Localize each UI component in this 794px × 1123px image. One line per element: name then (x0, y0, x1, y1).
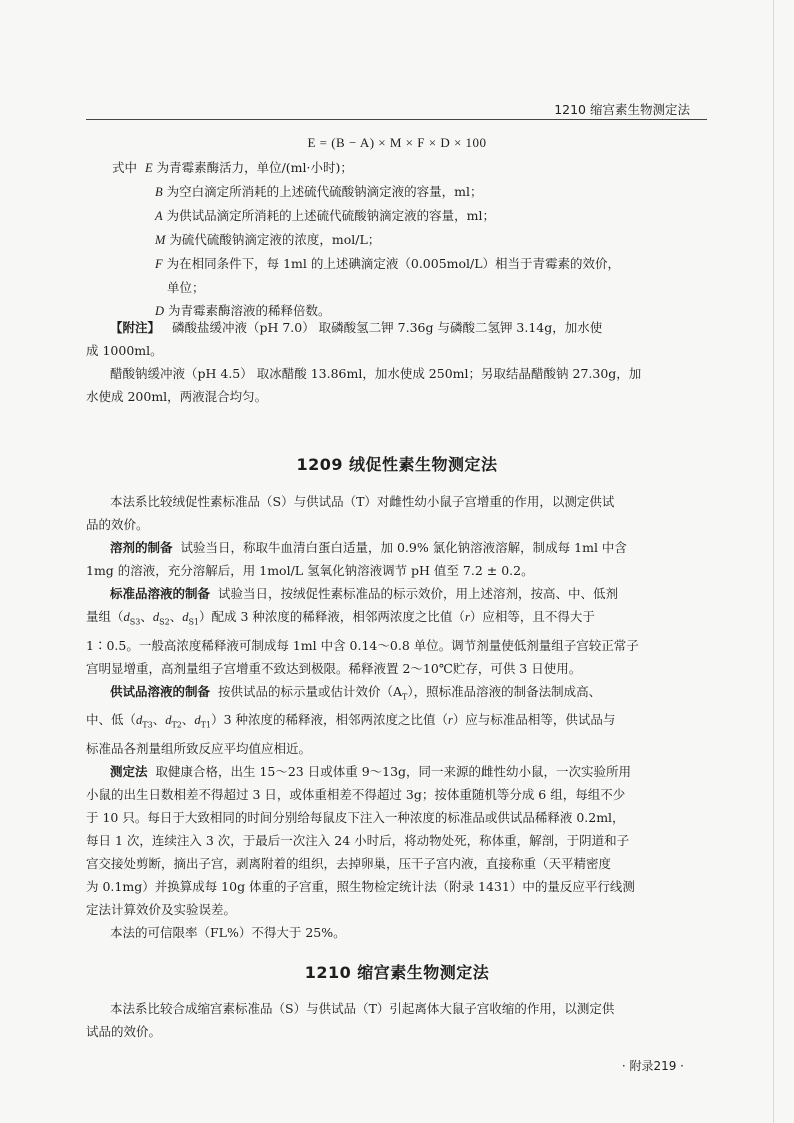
note-p2-l2: 水使成 200ml，两液混合均匀。 (86, 389, 268, 404)
legend-b: 为空白滴定所消耗的上述硫代硫酸钠滴定液的容量，ml； (166, 184, 483, 199)
test-label: 供试品溶液的制备 (110, 683, 211, 699)
legend-e: 为青霉素酶活力，单位/(ml·小时)； (156, 160, 353, 175)
method-l7: 定法计算效价及实验误差。 (86, 901, 237, 917)
legend-m: 为硫代硫酸钠滴定液的浓度，mol/L； (169, 232, 381, 247)
section-title-1209: 1209 绒促性素生物测定法 (296, 455, 498, 474)
test-l2c: ）应与标准品相等，供试品与 (452, 712, 616, 727)
intro-1210-l1: 本法系比较合成缩宫素标准品（S）与供试品（T）引起离体大鼠子宫收缩的作用，以测定供 (110, 1001, 615, 1016)
method-l2: 小鼠的出生日数相差不得超过 3 日，或体重相差不得超过 3g；按体重随机等分成 6 组，每组不少 (86, 786, 626, 802)
section-title-1210: 1210 缩宫素生物测定法 (304, 963, 490, 982)
std-l2b: ）配成 3 种浓度的稀释液，相邻两浓度之比值（ (199, 609, 465, 624)
page-number: · 附录219 · (621, 1059, 684, 1073)
std-l2c: ）应相等，且不得大于 (469, 609, 595, 624)
test-l2b: ）3 种浓度的稀释液，相邻两浓度之比值（ (211, 712, 449, 727)
note-p2-l1: 醋酸钠缓冲液（pH 4.5） 取冰醋酸 13.86ml，加水使成 250ml；另取结晶醋酸钠 27.30g，加 (110, 366, 642, 381)
method-l5: 宫交接处剪断，摘出子宫，剥离附着的组织，去掉卵巢，压干子宫内液，直接称重（天平精密度 (86, 855, 612, 871)
legend-f-cont: 单位； (167, 280, 205, 295)
note-label: 【附注】 (110, 320, 161, 335)
intro-1209-l1: 本法系比较绒促性素标准品（S）与供试品（T）对雌性幼小鼠子宫增重的作用，以测定供试 (110, 494, 615, 509)
running-head: 1210 缩宫素生物测定法 (554, 102, 690, 117)
intro-1209-l2: 品的效价。 (86, 517, 149, 532)
method-l6: 为 0.1mg）并换算成每 10g 体重的子宫重，照生物检定统计法（附录 1431）中的量反应平行线测 (86, 878, 635, 894)
test-l1b: ），照标准品溶液的制备法制成高、 (407, 683, 602, 699)
section-1209-body: 本法系比较绒促性素标准品（S）与供试品（T）对雌性幼小鼠子宫增重的作用，以测定供试 品的效价。 溶剂的制备 试验当日，称取牛血清白蛋白适量，加 0.9% 氯化钠溶液溶解，制成每 1ml 中含 1mg 的溶液，充分溶解后，用 1mol/L 氢氧化钠溶液调节 pH 值至 7.2 ± 0.2。 标准品溶液的制备 试验当日，按绒促性素标准品的标示效价，用上述溶剂，按高、中、低剂 量组（$d_{S3}$、$d_{S2}$、$d_{S1}$）配成 3 种浓度的稀释液，相邻两浓度之比值（r）应相等，且不得大于 1∶0.5。一般高浓度稀释液可制成每 1ml 中含 0.14～0.8 单位。调节剂量使低剂量组子宫较正常子 宫明显增重，高剂量组子宫增重不致达到极限。稀释液置 2～10℃贮存，可供 3 日使用。 供试品溶液的制备 按供试品的标示量或估计效价$(A_T)$，照标准品溶液的制备法制成高、 中、低（$d_{T3}$、$d_{T2}$、$d_{T1})3$ 种浓度的稀释液，相邻两浓度之比值（r）应与标准品相等，供试品与 标准品各剂量组所致反应平均值应相近。 测定法 取健康合格，出生 15～23 日或体重 9～13g，同一来源的雌性幼小鼠，一次实验所用 小鼠的出生日数相差不得超过 3 日，或体重相差不得超过 3g；按体重随机等分成 6 组，每组不少 于 10 只。每日于大致相同的时间分别给每鼠皮下注入一种浓度的标准品或供试品稀释液 0.2ml， 每日 1 次，连续注入 3 次，于最后一次注入 24 小时后，将动物处死，称体重，解剖，于阴道和子 宫交接处剪断，摘出子宫，剥离附着的组织，去掉卵巢，压干子宫内液，直接称重（天平精密度 为 0.1mg）并换算成每 10g 体重的子宫重，照生物检定统计法（附录 1431）中的量反应平行线测 定法计算效价及实验误差。 本法的可信限率（FL%）不得大于 25%。 (86, 494, 639, 940)
legend-lead: 式中 (112, 160, 138, 175)
note-block (86, 316, 641, 408)
formula-legend: 式中 E 为青霉素酶活力，单位/(ml·小时)； B 为空白滴定所消耗的上述硫代硫酸钠滴定液的容量，ml； A 为供试品滴定所消耗的上述硫代硫酸钠滴定液的容量，ml； M 为硫代硫酸钠滴定液的浓度，mol/L； F 为在相同条件下，每 1ml 的上述碘滴定液（0.005mol/L）相当于青霉素的效价， 单位； D 为青霉素酶溶液的稀释倍数。 (112, 160, 621, 318)
header-rule (86, 119, 707, 120)
legend-a: 为供试品滴定所消耗的上述硫代硫酸钠滴定液的容量，ml； (166, 208, 495, 223)
std-l3: 1∶0.5。一般高浓度稀释液可制成每 1ml 中含 0.14～0.8 单位。调节剂量使低剂量组子宫较正常子 (86, 637, 639, 653)
solvent-label: 溶剂的制备 (110, 540, 173, 555)
fl-limit: 本法的可信限率（FL%）不得大于 25%。 (110, 924, 346, 940)
section-1210-body (86, 997, 614, 1043)
test-l1: 按供试品的标示量或估计效价（A (217, 683, 402, 699)
formula: E = (B − A) × M × F × D × 100 (307, 135, 487, 150)
note-p1-l2: 成 1000ml。 (86, 343, 163, 358)
method-l3: 于 10 只。每日于大致相同的时间分别给每鼠皮下注入一种浓度的标准品或供试品稀释液 0.2ml， (86, 809, 625, 825)
std-l2a: 量组（ (86, 609, 124, 624)
test-l3: 标准品各剂量组所致反应平均值应相近。 (86, 740, 312, 756)
test-l2a: 中、低（ (86, 712, 137, 727)
std-label: 标准品溶液的制备 (110, 586, 211, 601)
method-label: 测定法 (110, 763, 148, 779)
solvent-l2: 1mg 的溶液，充分溶解后，用 1mol/L 氢氧化钠溶液调节 pH 值至 7.2 ± 0.2。 (86, 563, 534, 578)
solvent-l1: 试验当日，称取牛血清白蛋白适量，加 0.9% 氯化钠溶液溶解，制成每 1ml 中含 (180, 540, 627, 555)
std-l4: 宫明显增重，高剂量组子宫增重不致达到极限。稀释液置 2～10℃贮存，可供 3 日使用。 (86, 660, 582, 676)
note-p1-l1: 磷酸盐缓冲液（pH 7.0） 取磷酸氢二钾 7.36g 与磷酸二氢钾 3.14g，加水使 (171, 320, 603, 335)
method-l1: 取健康合格，出生 15～23 日或体重 9～13g，同一来源的雌性幼小鼠，一次实验所用 (155, 763, 632, 779)
method-l4: 每日 1 次，连续注入 3 次，于最后一次注入 24 小时后，将动物处死，称体重，解剖，于阴道和子 (86, 832, 630, 848)
page-edge-line (773, 0, 774, 1123)
intro-1210-l2: 试品的效价。 (86, 1024, 162, 1039)
std-l1: 试验当日，按绒促性素标准品的标示效价，用上述溶剂，按高、中、低剂 (217, 586, 618, 601)
legend-f: 为在相同条件下，每 1ml 的上述碘滴定液（0.005mol/L）相当于青霉素的效价， (166, 256, 621, 271)
legend-d: 为青霉素酶溶液的稀释倍数。 (168, 303, 331, 318)
